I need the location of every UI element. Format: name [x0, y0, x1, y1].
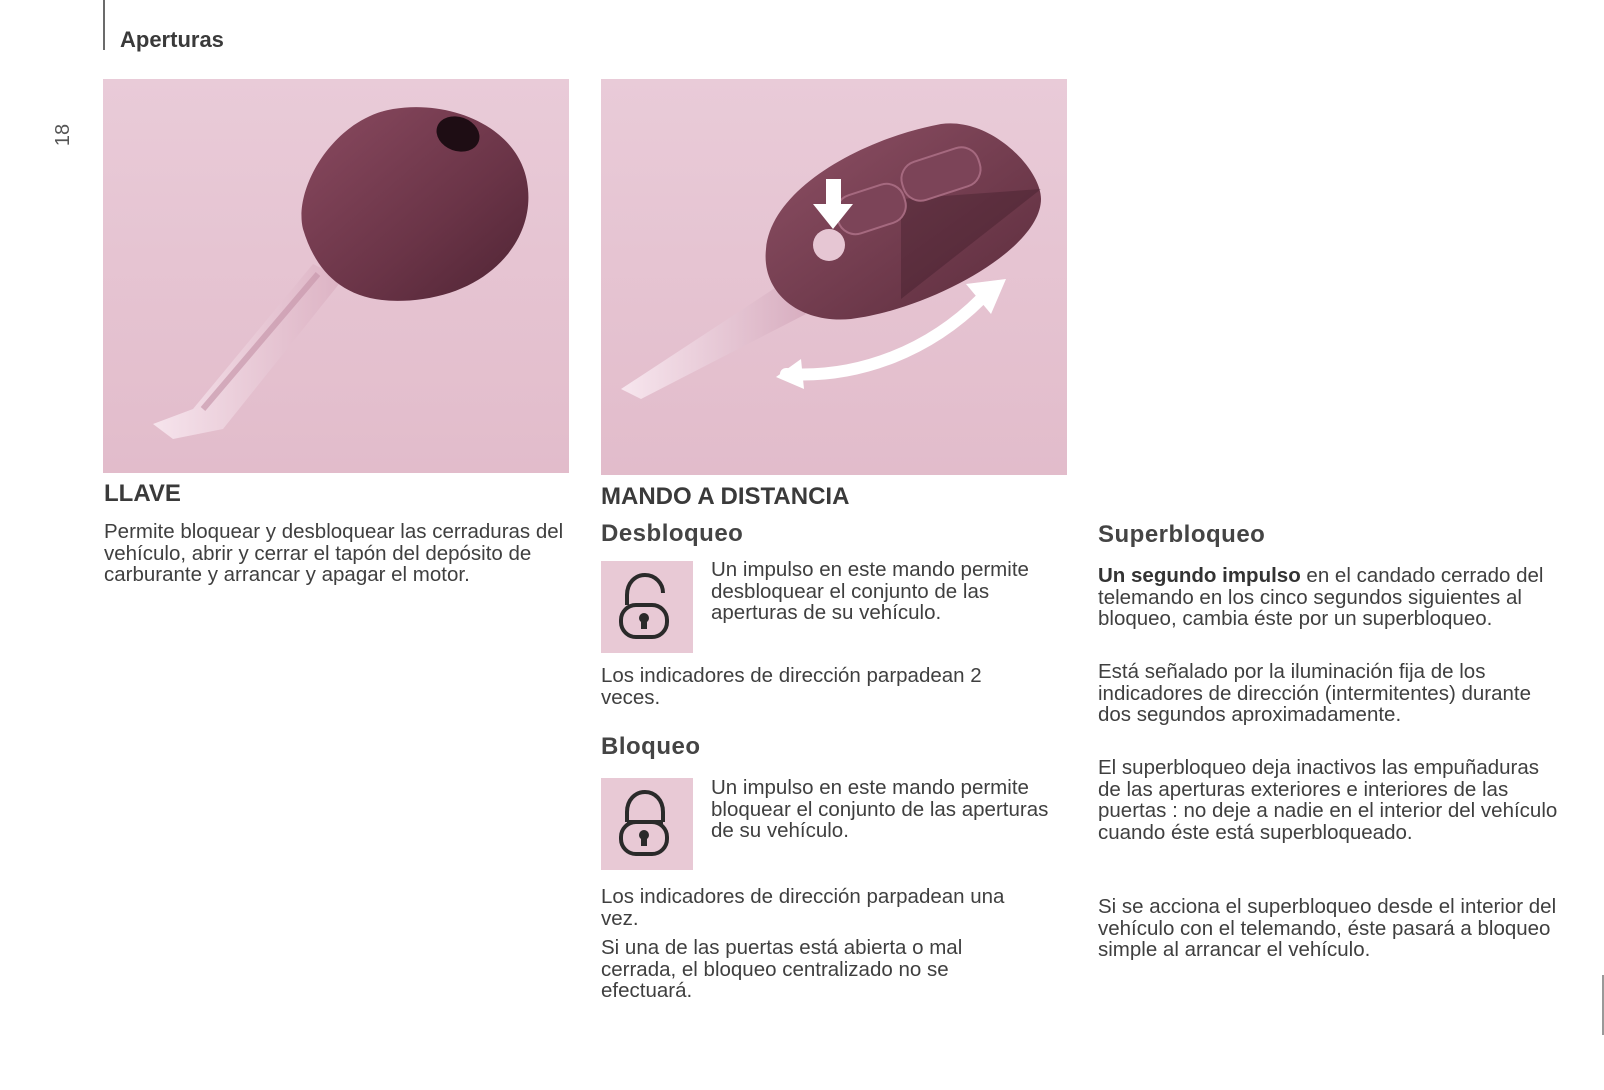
- bloqueo-text-2: Si una de las puertas está abierta o mal cerrada, el bloqueo centralizado no se efectuará.: [601, 936, 963, 1002]
- superbloqueo-p2: Está señalado por la iluminación fija de los indicadores de dirección (intermitentes) durante dos segundos aproximadamente.: [1098, 660, 1532, 726]
- llave-text: Permite bloquear y desbloquear las cerraduras del vehículo, abrir y cerrar el tapón del depósito de carburante y arrancar y apagar el motor.: [104, 520, 564, 586]
- lock-closed-icon: [601, 778, 693, 870]
- desbloqueo-text: Los indicadores de dirección parpadean 2 veces.: [601, 664, 982, 709]
- key-photo: [103, 79, 569, 473]
- superbloqueo-p1-bold: Un segundo impulso: [1098, 564, 1301, 587]
- bloqueo-text-1: Los indicadores de dirección parpadean una vez.: [601, 885, 1005, 930]
- llave-heading: LLAVE: [104, 480, 181, 507]
- page-number: 18: [52, 123, 74, 147]
- section-bar: [103, 0, 105, 50]
- superbloqueo-p4: Si se acciona el superbloqueo desde el interior del vehículo con el telemando, éste pasará a bloqueo simple al arrancar el vehículo.: [1098, 895, 1557, 961]
- bloqueo-title: Bloqueo: [601, 733, 701, 760]
- superbloqueo-p1: [1098, 565, 1558, 630]
- desbloqueo-title: Desbloqueo: [601, 520, 744, 547]
- mando-heading: MANDO A DISTANCIA: [601, 483, 850, 510]
- section-title: Aperturas: [120, 27, 224, 52]
- remote-photo: [601, 79, 1067, 475]
- desbloqueo-icon-text: Un impulso en este mando permite desbloquear el conjunto de las aperturas de su vehículo.: [711, 558, 1029, 624]
- superbloqueo-title: Superbloqueo: [1098, 521, 1266, 548]
- lock-open-icon: [601, 561, 693, 653]
- superbloqueo-p1-rest: en el candado cerrado del telemando en los cinco segundos siguientes al bloqueo, cambia éste por un superbloqueo.: [1098, 564, 1544, 630]
- superbloqueo-p3: El superbloqueo deja inactivos las empuñaduras de las aperturas exteriores e interiores de las puertas : no deje a nadie en el interior del vehículo cuando éste está superbloqueado.: [1098, 756, 1558, 844]
- bloqueo-icon-text: Un impulso en este mando permite bloquear el conjunto de las aperturas de su vehículo.: [711, 776, 1049, 842]
